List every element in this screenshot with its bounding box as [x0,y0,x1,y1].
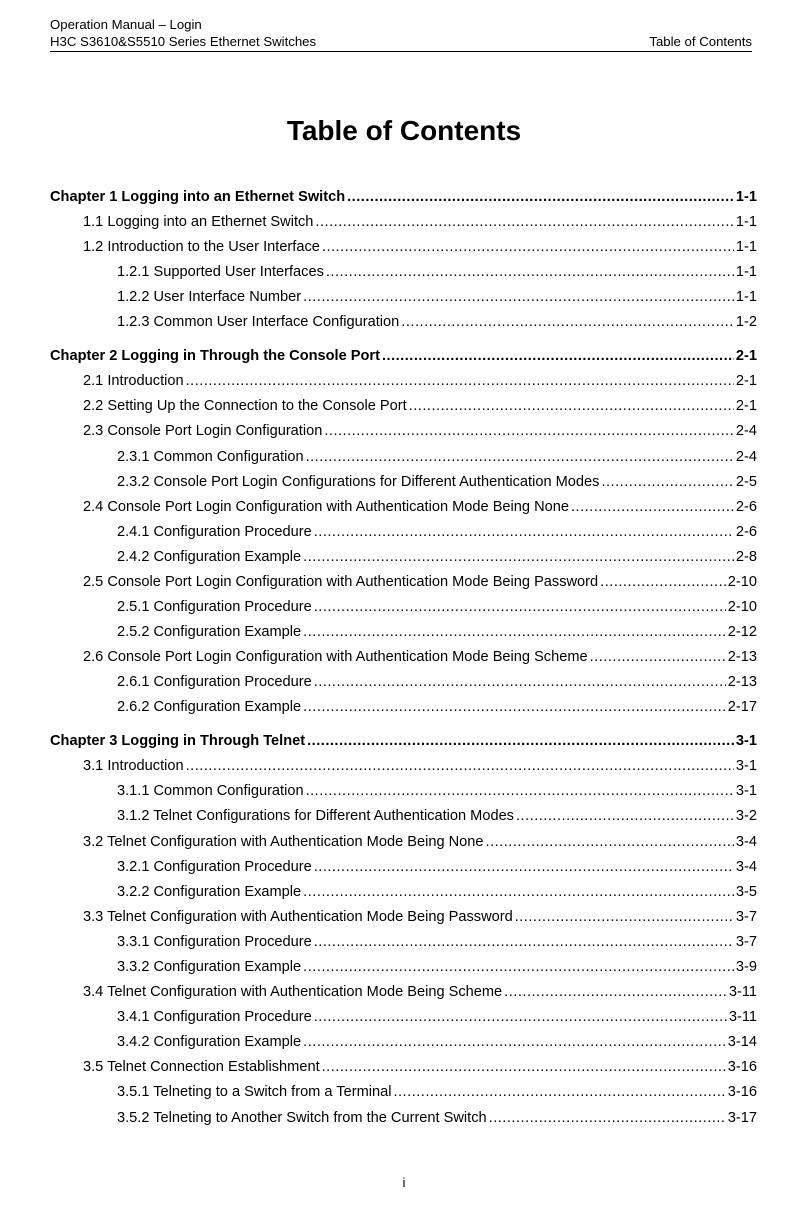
toc-dot-leader [504,984,727,1000]
toc-dot-leader [322,1059,726,1075]
toc-chapter-entry[interactable] [50,189,757,214]
toc-entry-title: 3.5.2 Telneting to Another Switch from the Current Switch [117,1109,487,1126]
toc-entry-page: 3-16 [727,1059,757,1076]
toc-dot-leader [409,398,734,414]
toc-entry-title: 3.1 Introduction [83,758,184,775]
toc-entry-page: 2-17 [727,699,757,716]
toc-entry[interactable] [50,624,757,649]
toc-entry-title: 3.3 Telnet Configuration with Authentication Mode Being Password [83,908,513,925]
toc-entry[interactable] [50,264,757,289]
toc-entry-title: 2.6.1 Configuration Procedure [117,674,312,691]
toc-entry-title: 3.5 Telnet Connection Establishment [83,1059,320,1076]
toc-entry-title: 2.4.2 Configuration Example [117,548,302,565]
toc-entry[interactable] [50,398,757,423]
product-name: H3C S3610&S5510 Series Ethernet Switches [50,34,317,49]
toc-dot-leader [515,909,734,925]
toc-entry[interactable] [50,524,757,549]
toc-entry[interactable] [50,859,757,884]
toc-entry-page: 2-6 [735,498,757,515]
toc-entry-title: 2.4 Console Port Login Configuration with Authentication Mode Being None [83,498,569,515]
toc-entry[interactable] [50,674,757,699]
toc-entry-page: 1-1 [735,189,757,205]
toc-dot-leader [303,289,734,305]
toc-dot-leader [326,264,734,280]
toc-entry[interactable] [50,499,757,524]
toc-entry-title: 3.4 Telnet Configuration with Authentication Mode Being Scheme [83,984,503,1001]
toc-dot-leader [186,758,734,774]
toc-entry-title: 3.3.2 Configuration Example [117,959,302,975]
toc-entry-page: 2-1 [735,348,757,365]
toc-entry-title: 2.6.2 Configuration Example [117,699,302,716]
toc-dot-leader [324,423,734,439]
toc-entry[interactable] [50,373,757,398]
toc-entry-title: 3.2.1 Configuration Procedure [117,858,312,875]
toc-entry-title: 2.5 Console Port Login Configuration with Authentication Mode Being Password [83,574,599,590]
toc-entry[interactable] [50,549,757,574]
toc-entry-page: 3-9 [735,959,757,975]
toc-entry-title: 3.1.2 Telnet Configurations for Different Authentication Modes [117,808,514,825]
toc-dot-leader [303,1034,726,1050]
toc-dot-leader [382,348,734,364]
page-title: Table of Contents [286,115,522,146]
toc-entry[interactable] [50,834,757,859]
toc-entry-title: 1.2.1 Supported User Interfaces [117,264,324,281]
toc-entry-page: 3-2 [735,808,757,825]
toc-entry-title: 1.2 Introduction to the User Interface [83,239,320,256]
toc-entry-title: 3.2 Telnet Configuration with Authentication Mode Being None [83,833,484,850]
toc-entry-title: 2.6 Console Port Login Configuration with Authentication Mode Being Scheme [83,649,588,666]
toc-dot-leader [303,884,734,900]
toc-entry[interactable] [50,1059,757,1084]
page-header [50,16,752,50]
toc-dot-leader [303,959,734,975]
header-rule [50,51,752,52]
toc-dot-leader [516,808,734,824]
toc-dot-leader [306,783,734,799]
toc-entry-title: 2.5.2 Configuration Example [117,624,302,641]
toc-dot-leader [186,373,734,389]
toc-entry-title: Chapter 1 Logging into an Ethernet Switch [50,189,346,205]
toc-entry-page: 1-1 [735,264,757,281]
toc-entry[interactable] [50,1034,757,1059]
toc-dot-leader [590,649,726,665]
toc-entry-title: 3.1.1 Common Configuration [117,783,304,800]
toc-entry-page: 3-14 [727,1034,757,1051]
toc-entry-page: 2-6 [735,523,757,540]
toc-dot-leader [307,733,734,749]
toc-entry-title: 2.3.2 Console Port Login Configurations for Different Authentication Modes [117,473,600,490]
manual-title: Operation Manual – Login [50,17,202,32]
toc-entry-title: 1.2.3 Common User Interface Configuration [117,314,400,331]
toc-entry-title: 2.3 Console Port Login Configuration [83,423,323,440]
toc-dot-leader [314,599,726,615]
toc-dot-leader [393,1084,725,1100]
page-number: i [402,1175,406,1190]
toc-dot-leader [314,934,734,950]
toc-entry-page: 3-1 [735,758,757,775]
toc-dot-leader [314,1009,727,1025]
toc-dot-leader [401,314,734,330]
toc-entry-page: 2-4 [735,448,757,465]
toc-entry-page: 2-1 [735,373,757,390]
toc-dot-leader [315,214,733,230]
toc-entry[interactable] [50,289,757,314]
toc-entry-page: 1-2 [735,314,757,331]
toc-entry-title: 3.2.2 Configuration Example [117,883,302,900]
toc-entry[interactable] [50,699,757,724]
toc-entry-page: 1-1 [735,289,757,306]
toc-entry-title: 3.4.2 Configuration Example [117,1034,302,1051]
toc-entry[interactable] [50,599,757,624]
toc-entry-page: 2-5 [735,473,757,490]
toc-entry[interactable] [50,783,757,808]
toc-dot-leader [314,674,726,690]
toc-entry-page: 2-4 [735,423,757,440]
toc-entry-title: 3.3.1 Configuration Procedure [117,933,312,950]
toc-entry-page: 2-13 [727,649,757,666]
toc-entry-title: Chapter 3 Logging in Through Telnet [50,733,306,750]
toc-entry[interactable] [50,1110,757,1135]
toc-dot-leader [486,834,734,850]
toc-entry[interactable] [50,314,757,339]
toc-entry-page: 1-1 [735,214,757,231]
toc-entry-page: 3-1 [735,733,757,750]
toc-entry-title: 2.4.1 Configuration Procedure [117,523,312,540]
toc-list [50,189,757,1135]
toc-entry[interactable] [50,574,757,599]
toc-dot-leader [303,624,726,640]
toc-dot-leader [314,524,734,540]
toc-dot-leader [322,239,734,255]
toc-entry-title: 3.4.1 Configuration Procedure [117,1009,312,1026]
toc-entry-page: 2-8 [735,548,757,565]
toc-chapter-entry[interactable] [50,733,757,758]
toc-entry-title: 1.1 Logging into an Ethernet Switch [83,214,314,231]
toc-entry-page: 3-16 [727,1084,757,1101]
toc-entry-title: Chapter 2 Logging in Through the Console Port [50,348,380,365]
toc-entry[interactable] [50,239,757,264]
toc-entry-title: 1.2.2 User Interface Number [117,289,302,306]
toc-entry[interactable] [50,214,757,239]
toc-entry-page: 3-7 [735,933,757,950]
toc-entry-page: 2-10 [727,599,757,616]
toc-entry-page: 3-5 [735,883,757,900]
toc-entry-page: 3-7 [735,908,757,925]
toc-entry[interactable] [50,423,757,448]
toc-entry-title: 2.2 Setting Up the Connection to the Console Port [83,398,407,415]
toc-entry-page: 3-4 [735,858,757,875]
toc-entry-page: 2-13 [727,674,757,691]
toc-entry[interactable] [50,474,757,499]
toc-entry-title: 2.5.1 Configuration Procedure [117,599,312,616]
toc-dot-leader [600,574,726,590]
toc-entry-page: 3-1 [735,783,757,800]
toc-dot-leader [303,549,734,565]
toc-chapter-entry[interactable] [50,348,757,373]
toc-entry-title: 2.1 Introduction [83,373,184,390]
toc-dot-leader [571,499,734,515]
toc-entry[interactable] [50,449,757,474]
toc-entry[interactable] [50,1084,757,1109]
toc-dot-leader [314,859,734,875]
toc-entry[interactable] [50,984,757,1009]
toc-entry[interactable] [50,649,757,674]
section-name: Table of Contents [649,34,752,49]
toc-entry[interactable] [50,884,757,909]
toc-entry[interactable] [50,909,757,934]
toc-entry[interactable] [50,808,757,833]
toc-entry[interactable] [50,758,757,783]
toc-entry-page: 2-10 [727,574,757,590]
toc-entry-page: 2-12 [727,624,757,641]
toc-entry-page: 3-11 [728,1009,757,1026]
toc-entry[interactable] [50,934,757,959]
toc-dot-leader [303,699,726,715]
toc-entry-page: 2-1 [735,398,757,415]
toc-dot-leader [306,449,734,465]
toc-dot-leader [489,1110,726,1126]
toc-entry-page: 1-1 [735,239,757,256]
toc-entry-page: 3-17 [727,1109,757,1126]
toc-entry[interactable] [50,1009,757,1034]
toc-entry-title: 2.3.1 Common Configuration [117,448,304,465]
toc-dot-leader [601,474,733,490]
toc-entry-title: 3.5.1 Telneting to a Switch from a Terminal [117,1084,392,1101]
toc-entry[interactable] [50,959,757,984]
toc-dot-leader [347,189,734,205]
toc-entry-page: 3-11 [728,984,757,1001]
toc-entry-page: 3-4 [735,833,757,850]
